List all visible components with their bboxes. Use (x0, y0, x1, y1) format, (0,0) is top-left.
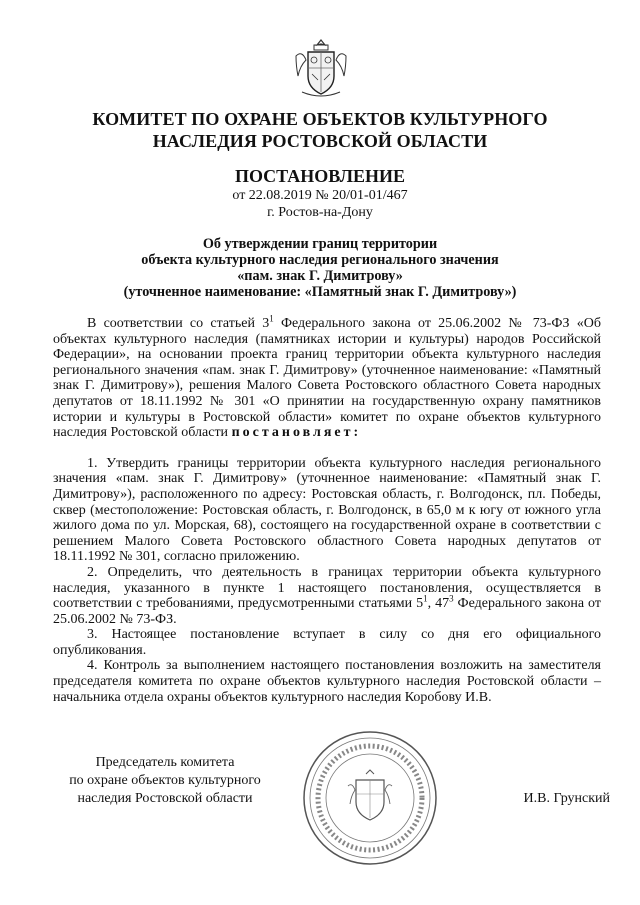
document-body (53, 313, 601, 705)
subject-line3: «пам. знак Г. Димитрову» (237, 268, 403, 284)
preamble-paragraph: В соответствии со статьей $3^1$ Федерального закона от 25.06.2002 № 73-ФЗ «Об объектах культурного наследия (памятниках истории и культуры) народов Российской Федерации», на основании проекта границ территории объекта культурного наследия регионального значения «пам. знак Г. Димитрову» (уточненное наименование: «Памятный знак Г. Димитрову»), решения Малого Совета Ростовского областного Совета народных депутатов от 18.11.1992 № 301 «О принятии на государственную охрану памятников истории и культуры в Ростовской области» комитет по охране объектов культурного наследия Ростовской области постановляет: (53, 313, 601, 441)
document-subject (60, 236, 580, 300)
item-4-paragraph: 4. Контроль за выполнением настоящего постановления возложить на заместителя председателя комитета по охране объектов культурного наследия Ростовской области – начальника отдела охраны объектов культурного наследия Коробову И.В. (53, 658, 601, 705)
signatory-name: И.В. Грунский (523, 791, 610, 806)
official-seal-stamp (300, 728, 440, 868)
item-1-paragraph: 1. Утвердить границы территории объекта культурного наследия регионального значения «пам. знак Г. Димитрову» (уточненное наименование: «Памятный знак Г. Димитрову»), расположенного по адресу: Ростовская область, г. Волгодонск, пл. Победы, сквер (местоположение: Ростовская область, г. Волгодонск, в 65,0 м к югу от южного угла жилого дома по ул. Морская, 68), состоящего на государственной охране в соответствии с решением Малого Совета Ростовского областного Совета народных депутатов от 18.11.1992 № 301, согласно приложению. (53, 455, 601, 565)
item-2-paragraph: 2. Определить, что деятельность в границах территории объекта культурного наследия, указанного в пункте 1 настоящего постановления, осуществляется в соответствии с требованиями, предусмотренными статьями $5^1$, $47^3$ Федерального закона от 25.06.2002 № 73-ФЗ. (53, 564, 601, 627)
committee-name-line1: КОМИТЕТ ПО ОХРАНЕ ОБЪЕКТОВ КУЛЬТУРНОГО (92, 109, 548, 129)
signatory-title-line3: наследия Ростовской области (77, 791, 253, 806)
signatory-title (40, 754, 290, 808)
subject-line2: объекта культурного наследия регионального значения (141, 252, 499, 268)
coat-of-arms-emblem (292, 36, 350, 100)
document-type: ПОСТАНОВЛЕНИЕ (234, 166, 406, 186)
committee-name-line2: НАСЛЕДИЯ РОСТОВСКОЙ ОБЛАСТИ (152, 131, 488, 151)
signatory-title-line1: Председатель комитета (95, 755, 235, 770)
document-date-number: от 22.08.2019 № 20/01-01/467 (232, 188, 408, 203)
committee-name (60, 108, 580, 152)
document-city: г. Ростов-на-Дону (267, 205, 373, 220)
subject-line1: Об утверждении границ территории (202, 236, 438, 252)
subject-line4: (уточненное наименование: «Памятный знак Г. Димитрову») (123, 284, 517, 300)
decree-word: постановляет: (231, 425, 362, 441)
signatory-title-line2: по охране объектов культурного (69, 773, 261, 788)
item-3-paragraph: 3. Настоящее постановление вступает в силу со дня его официального опубликования. (53, 627, 601, 658)
